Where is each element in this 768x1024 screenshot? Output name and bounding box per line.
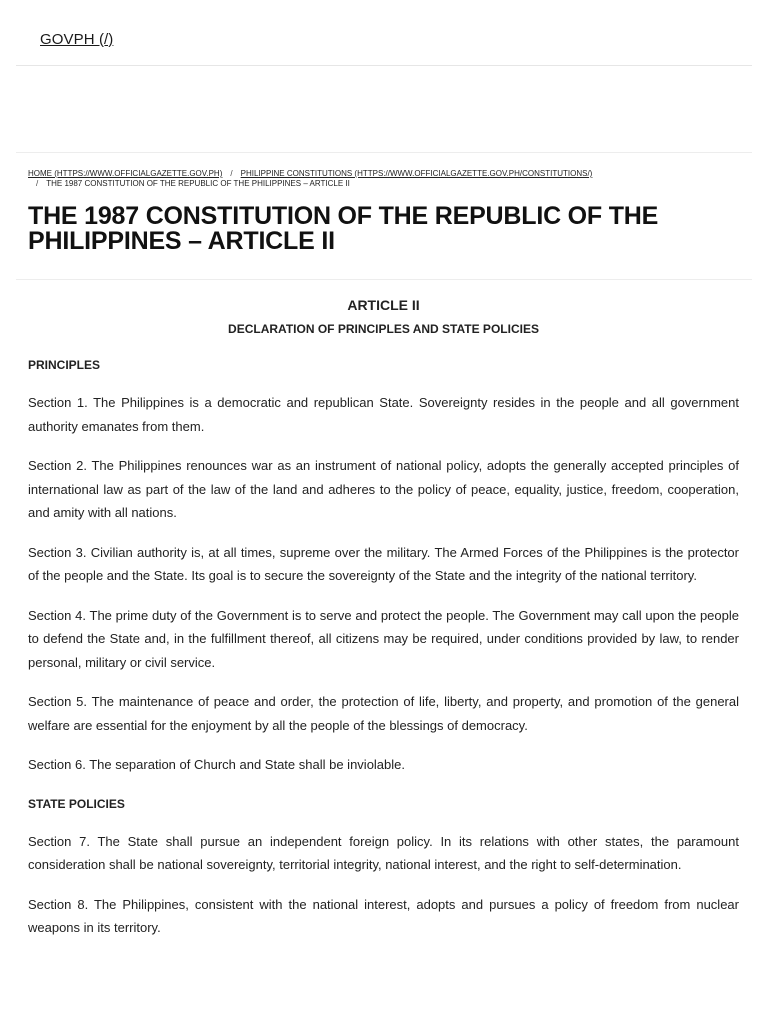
breadcrumb-separator: / xyxy=(230,169,233,178)
section-2-paragraph: Section 2. The Philippines renounces war as an instrument of national policy, adopts the generally accepted principles of international law as part of the law of the land and adheres to the policy of peace, equality, justice, freedom, cooperation, and amity with all nations. xyxy=(28,458,739,520)
section-7-paragraph: Section 7. The State shall pursue an independent foreign policy. In its relations with other states, the paramount consideration shall be national sovereignty, territorial integrity, national interest, and the right to self-determination. xyxy=(28,833,739,872)
section-1-paragraph: Section 1. The Philippines is a democratic and republican State. Sovereignty resides in the people and all government authority emanates from them. xyxy=(28,395,739,434)
breadcrumb-home-link[interactable]: HOME (HTTPS://WWW.OFFICIALGAZETTE.GOV.PH) xyxy=(28,169,223,178)
breadcrumb-current-page: THE 1987 CONSTITUTION OF THE REPUBLIC OF THE PHILIPPINES – ARTICLE II xyxy=(46,179,350,188)
state-policies-heading: STATE POLICIES xyxy=(28,796,125,811)
breadcrumb-constitutions-link[interactable]: PHILIPPINE CONSTITUTIONS (HTTPS://WWW.OFFICIALGAZETTE.GOV.PH/CONSTITUTIONS/) xyxy=(240,169,593,178)
section-4-paragraph: Section 4. The prime duty of the Government is to serve and protect the people. The Government may call upon the people to defend the State and, in the fulfillment thereof, all citizens may be required, under conditions provided by law, to render personal, military or civil service. xyxy=(28,607,739,670)
principles-heading: PRINCIPLES xyxy=(28,358,101,372)
section-6-paragraph: Section 6. The separation of Church and State shall be inviolable. xyxy=(28,757,405,772)
breadcrumb-separator: / xyxy=(36,179,39,188)
breadcrumb xyxy=(28,169,738,189)
article-content xyxy=(28,296,739,940)
section-3-paragraph: Section 3. Civilian authority is, at all times, supreme over the military. The Armed Forces of the Philippines is the protector of the people and the State. Its goal is to secure the sovereignty of the State and the integrity of the national territory. xyxy=(28,544,739,583)
page-title: THE 1987 CONSTITUTION OF THE REPUBLIC OF THE PHILIPPINES – ARTICLE II xyxy=(28,202,659,255)
article-heading: ARTICLE II xyxy=(347,297,420,313)
top-navigation-bar xyxy=(16,0,752,66)
section-8-paragraph: Section 8. The Philippines, consistent with the national interest, adopts and pursues a policy of freedom from nuclear weapons in its territory. xyxy=(28,896,739,935)
section-5-paragraph: Section 5. The maintenance of peace and order, the protection of life, liberty, and property, and promotion of the general welfare are essential for the enjoyment by all the people of the blessings of democracy. xyxy=(28,694,739,733)
article-subheading: DECLARATION OF PRINCIPLES AND STATE POLICIES xyxy=(228,322,539,336)
govph-home-link[interactable]: GOVPH (/) xyxy=(40,31,114,48)
